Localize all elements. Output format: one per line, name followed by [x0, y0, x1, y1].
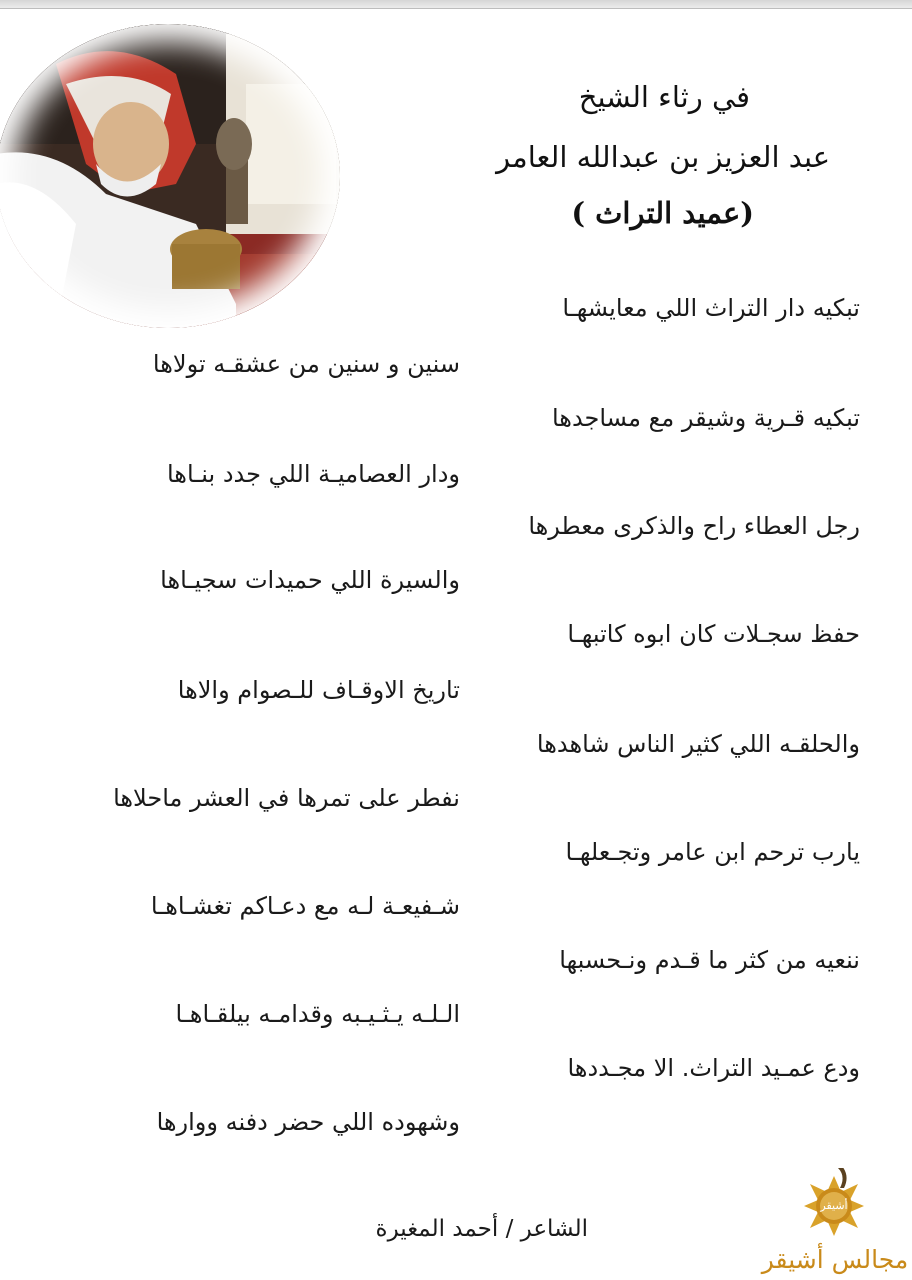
- verse-left-2: ودار العصاميـة اللي جدد بنـاها: [166, 460, 460, 488]
- verse-left-8: وشهوده اللي حضر دفنه ووارها: [156, 1108, 460, 1136]
- verse-right-4: حفظ سجـلات كان ابوه كاتبهـا: [567, 620, 860, 648]
- logo-inner-text: أشيقر: [820, 1199, 848, 1212]
- poet-signature: الشاعر / أحمد المغيرة: [375, 1216, 588, 1242]
- majalis-ushaiqer-logo: [760, 1168, 910, 1278]
- verse-right-2: تبكيه قـرية وشيقر مع مساجدها: [551, 404, 860, 432]
- portrait-photo: [0, 24, 340, 328]
- title-line-3: (عميد التراث ): [571, 196, 754, 230]
- verse-right-1: تبكيه دار التراث اللي معايشهـا: [562, 294, 860, 322]
- logo-text: مجالس أشيقر: [761, 1245, 909, 1274]
- verse-right-3: رجل العطاء راح والذكرى معطرها: [528, 512, 860, 540]
- verse-left-7: الـلـه يـثـيـبه وقدامـه بيلقـاهـا: [175, 1000, 460, 1028]
- verse-left-4: تاريخ الاوقـاف للـصوام والاها: [177, 676, 460, 704]
- verse-right-7: ننعيه من كثر ما قـدم ونـحسبها: [559, 946, 860, 974]
- verse-left-3: والسيرة اللي حميدات سجيـاها: [160, 566, 460, 594]
- title-line-1: في رثاء الشيخ: [578, 80, 750, 114]
- verse-left-1: سنين و سنين من عشقـه تولاها: [152, 350, 460, 378]
- verse-right-5: والحلقـه اللي كثير الناس شاهدها: [536, 730, 860, 758]
- verse-right-8: ودع عمـيد التراث. الا مجـددها: [567, 1054, 860, 1082]
- window-top-bar: [0, 0, 912, 9]
- verse-right-6: يارب ترحم ابن عامر وتجـعلهـا: [565, 838, 860, 866]
- title-line-2: عبد العزيز بن عبدالله العامر: [496, 140, 830, 174]
- verse-left-5: نفطر على تمرها في العشر ماحلاها: [113, 784, 460, 812]
- verse-left-6: شـفيعـة لـه مع دعـاكم تغشـاهـا: [150, 892, 460, 920]
